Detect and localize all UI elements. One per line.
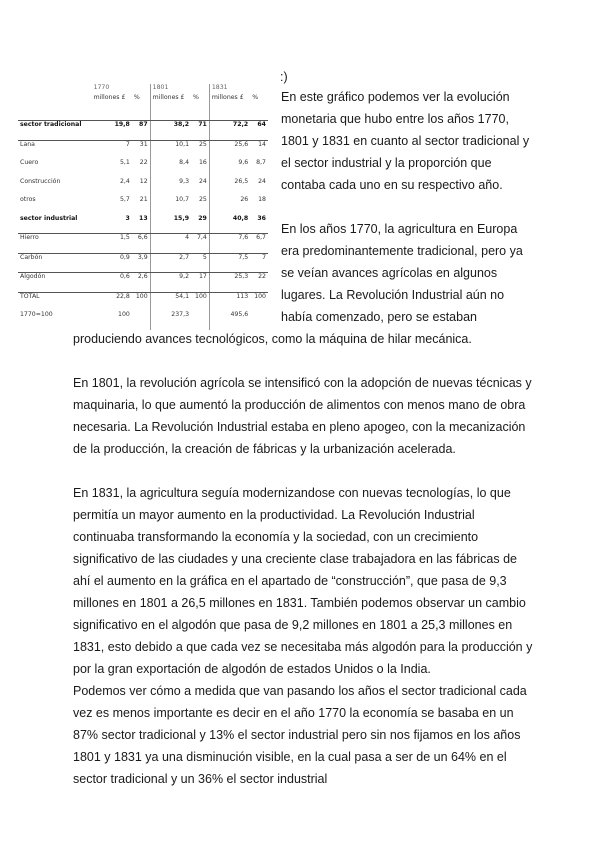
table-cell: 25: [198, 196, 207, 203]
table-cell: 100: [254, 292, 266, 300]
table-row: [18, 234, 268, 254]
paragraph-1831: En 1831, la agricultura seguía modernizandose con nuevas tecnologías, lo que permitía un mayor aumento en la productividad. La Revolución Industrial continuaba transformando la economía y la sociedad, con un crecimiento significativo de las ciudades y una creciente clase trabajadora en las fábricas de ahí el aumento en la gráfica en el apartado de “construcción”, que pasa de 9,3 millones en 1801 a 26,5 millones en 1831. También podemos observar un cambio significativo en el algodón que pasa de 9,2 millones en 1801 a 25,3 millones en 1831, esto debido a que cada vez se necesitaba más algodón para la producción y por la gran exportación de algodón de estados Unidos o la India.: [73, 486, 533, 676]
table-cell: [191, 311, 209, 330]
table-cell: 8,4: [150, 159, 191, 178]
table-cell: 72,2: [209, 121, 250, 141]
table-row-label: sector industrial: [18, 215, 92, 234]
table-cell: 6,7: [250, 234, 268, 254]
table-cell: 2,7: [150, 253, 191, 273]
table-year-header: 1770: [93, 84, 110, 91]
side-line-3: 1801 y 1831 en cuanto al sector tradicional y: [281, 134, 530, 148]
table-cell: 40,8: [209, 215, 250, 234]
table-cell: 100: [118, 311, 130, 318]
table-cell: 3,9: [132, 253, 150, 273]
table-units-label: millones £: [92, 94, 132, 121]
table-cell: 29: [191, 215, 209, 234]
table-cell: 64: [250, 121, 268, 141]
table-row: [18, 196, 268, 215]
table-cell: 9,6: [209, 159, 250, 178]
table-cell: 2,4: [120, 177, 130, 185]
table-cell: 0,9: [92, 253, 132, 273]
table-cell: 22,8: [116, 292, 130, 300]
economic-data-table: [18, 84, 268, 330]
table-cell: [132, 311, 150, 330]
side-line-1: En este gráfico podemos ver la evolución: [281, 90, 510, 104]
table-cell: 25,3: [209, 273, 250, 293]
table-cell: 26: [209, 196, 250, 215]
table-cell: 3: [92, 215, 132, 234]
table-cell: 19,8: [92, 121, 132, 141]
table-cell: 18: [258, 196, 266, 203]
table-cell: 13: [132, 215, 150, 234]
table-cell: 1,5: [92, 234, 132, 254]
table-row: [18, 140, 268, 159]
table-cell: 4: [150, 234, 191, 254]
table-cell: 7,4: [191, 234, 209, 254]
table-cell: 25,6: [209, 140, 250, 159]
table-cell: 5: [191, 253, 209, 273]
table-row: [18, 292, 268, 311]
table-cell: 12: [139, 177, 148, 185]
table-cell: 7: [125, 140, 130, 148]
table-cell: 15,9: [150, 215, 191, 234]
side-line-10: lugares. La Revolución Industrial aún no: [281, 288, 505, 302]
table-cell: 24: [198, 177, 207, 185]
table-units-corner: [18, 94, 92, 121]
table-cell: 38,2: [150, 121, 191, 141]
table-cell: 7: [250, 253, 268, 273]
side-line-11: había comenzado, pero se estaban: [281, 310, 477, 324]
side-line-8: era predominantemente tradicional, pero ya: [281, 244, 523, 258]
table-row-label: 1770=100: [20, 311, 53, 318]
table-cell: 14: [258, 140, 266, 148]
table-cell: 9,3: [150, 178, 191, 197]
table-header-years: [18, 84, 268, 94]
table-cell: 87: [132, 121, 150, 141]
table-cell: 7,5: [209, 253, 250, 273]
table-pct-label: %: [191, 94, 209, 121]
paragraph-1-tail: produciendo avances tecnológicos, como la máquina de hilar mecánica.: [73, 332, 472, 346]
table-row: [18, 311, 268, 330]
table-cell: 100: [195, 292, 207, 300]
table-header-units: [18, 94, 268, 121]
table-cell: 22: [139, 159, 148, 166]
table-row-label: Hierro: [18, 234, 92, 254]
table-cell: 2,6: [132, 273, 150, 293]
table-year-header: 1831: [209, 84, 268, 94]
table-row-label: Cuero: [20, 159, 39, 166]
table-row: [18, 159, 268, 178]
table-cell: 9,2: [150, 273, 191, 293]
side-line-2: monetaria que hubo entre los años 1770,: [281, 112, 509, 126]
table-cell: 6,6: [132, 234, 150, 254]
table-cell: 24: [258, 177, 266, 185]
table-row-label: sector tradicional: [18, 121, 92, 141]
table-cell: [250, 311, 268, 330]
table-cell: 5,7: [120, 196, 130, 203]
table-pct-label: %: [250, 94, 268, 121]
table-cell: 10,1: [150, 140, 191, 159]
table-row-label: Lana: [20, 140, 35, 148]
side-line-7: En los años 1770, la agricultura en Europa: [281, 222, 518, 236]
paragraph-1801: En 1801, la revolución agrícola se intensificó con la adopción de nuevas técnicas y maquinaria, lo que aumentó la producción de alimentos con menos mano de obra necesaria. La Revolución Industrial estaba en pleno apogeo, con la mecanización de la producción, la creación de fábricas y la urbanización acelerada.: [73, 376, 532, 456]
table-cell: 495,6: [209, 311, 250, 330]
table-cell: 21: [139, 196, 148, 203]
table-year-header: 1801: [150, 84, 209, 94]
table-cell: 17: [191, 273, 209, 293]
table-row-label: otros: [20, 196, 36, 203]
table-row-label: Algodón: [18, 273, 92, 293]
side-line-5: contaba cada uno en su respectivo año.: [281, 178, 503, 192]
table-corner-cell: [18, 84, 92, 94]
table-cell: 113: [209, 292, 250, 311]
table-units-label: millones £: [150, 94, 191, 121]
table-cell: 71: [191, 121, 209, 141]
table-row: [18, 253, 268, 273]
table-row: [18, 178, 268, 197]
table-cell: 36: [250, 215, 268, 234]
side-line-4: el sector industrial y la proporción que: [281, 156, 492, 170]
table-cell: 31: [139, 140, 148, 148]
side-line-9: se veían avances agrícolas en algunos: [281, 266, 498, 280]
table-cell: 5,1: [120, 159, 130, 166]
table-row-label: Construcción: [20, 177, 61, 185]
table-row-label: Carbón: [18, 253, 92, 273]
table-row-label: TOTAL: [20, 292, 40, 300]
table-row: [18, 273, 268, 293]
table-cell: 100: [135, 292, 148, 300]
table-cell: 54,1: [150, 292, 191, 311]
table-cell: 8,7: [256, 159, 266, 166]
table-cell: 0,6: [92, 273, 132, 293]
table-row: [18, 215, 268, 234]
table-cell: 237,3: [150, 311, 191, 330]
paragraph-conclusion: Podemos ver cómo a medida que van pasando los años el sector tradicional cada vez es menos importante es decir en el año 1770 la economía se basaba en un 87% sector tradicional y 13% el sector industrial pero sin nos fijamos en los años 1801 y 1831 ya una disminución visible, en la cual pasa a ser de un 64% en el sector tradicional y un 36% el sector industrial: [73, 684, 527, 786]
table-pct-label: %: [132, 94, 150, 121]
smiley-text: :): [280, 70, 288, 84]
table-row: [18, 121, 268, 141]
table-cell: 7,6: [209, 234, 250, 254]
table-cell: 10,7: [150, 196, 191, 215]
table-cell: 16: [198, 159, 207, 166]
table-cell: 25: [198, 140, 207, 148]
table-cell: 22: [250, 273, 268, 293]
table-cell: 26,5: [209, 178, 250, 197]
table-units-label: millones £: [209, 94, 250, 121]
